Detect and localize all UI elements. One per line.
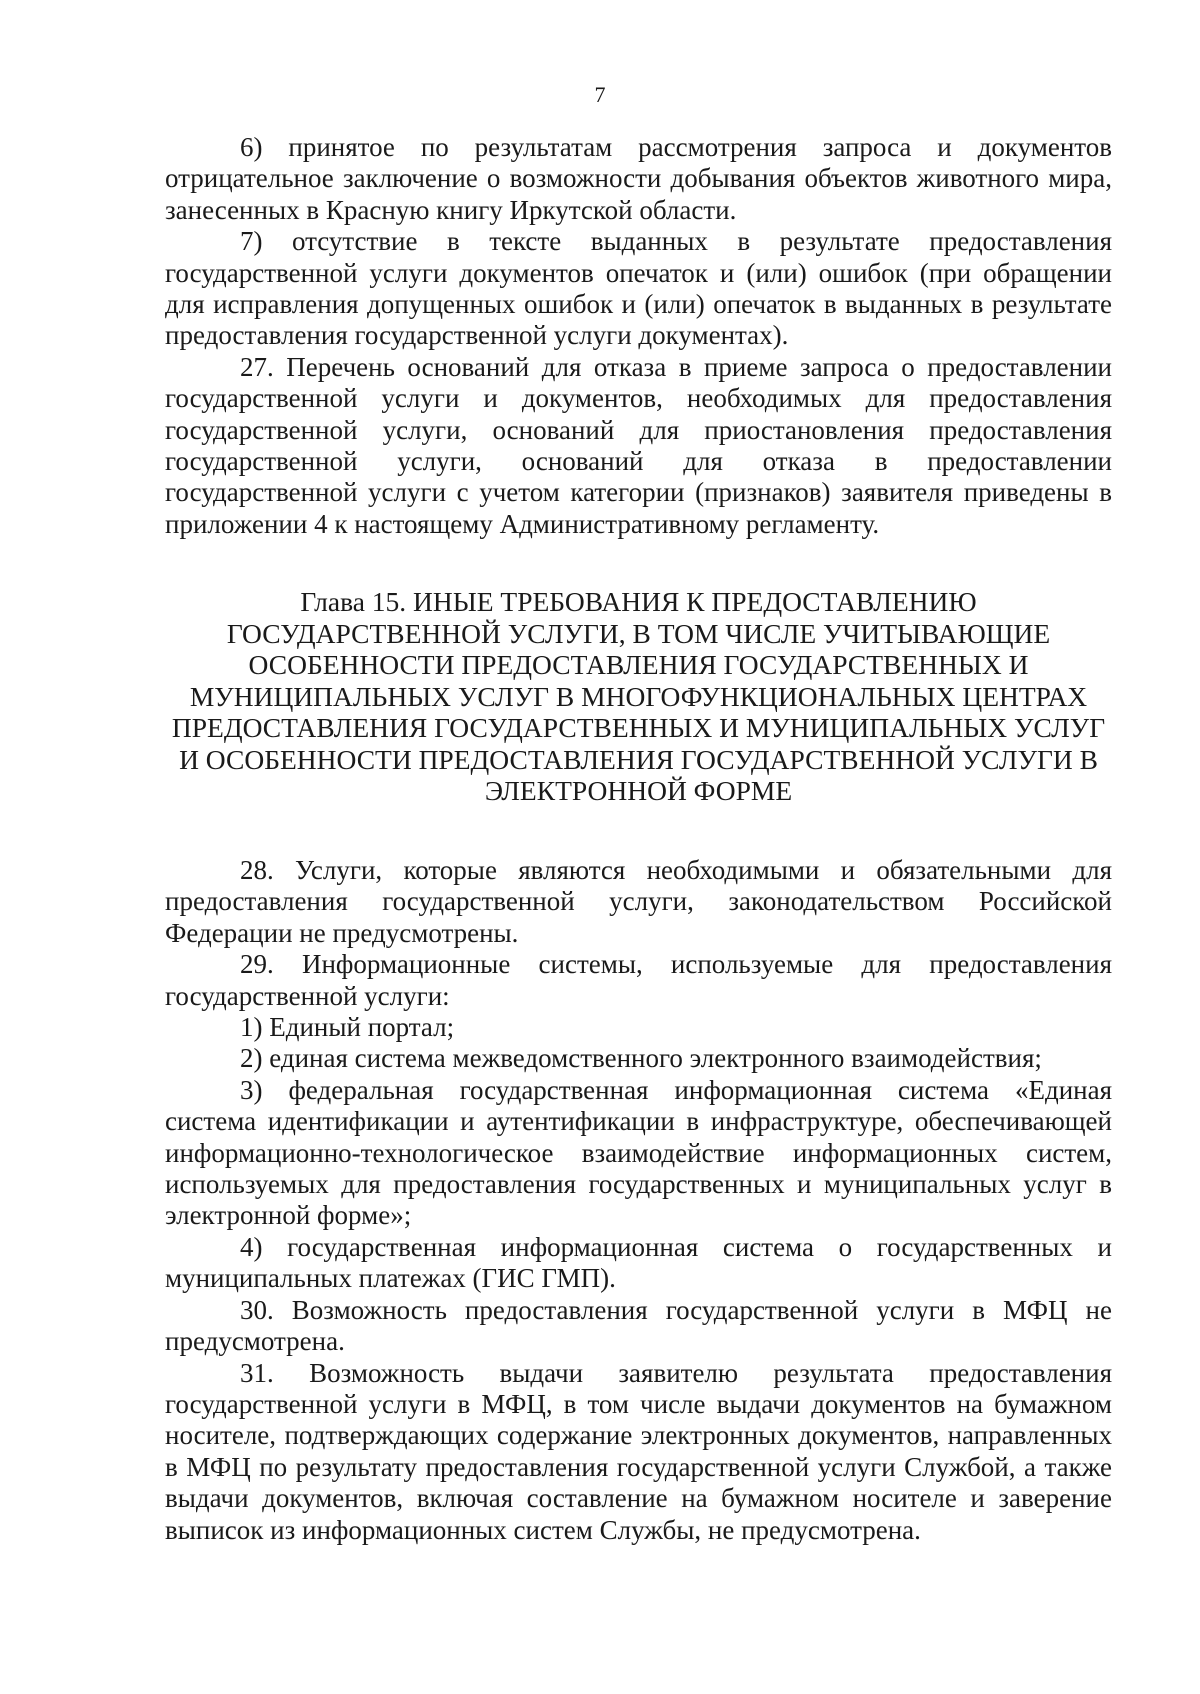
list-item-2: 2) единая система межведомственного электронного взаимодействия; [240,1043,1042,1074]
text-block-top [165,132,1112,540]
paragraph-31: 31. Возможность выдачи заявителю результата предоставления государственной услуги в МФЦ, в том числе выдачи документов на бумажном носителе, подтверждающих содержание электронных документов, направленных в МФЦ по результату предоставления государственной услуги Службой, а также выдачи документов, включая составление на бумажном носителе и заверение выписок из информационных систем Службы, не предусмотрена. [165,1357,1112,1545]
paragraph-30: 30. Возможность предоставления государственной услуги в МФЦ не предусмотрена. [165,1294,1112,1357]
page-number: 7 [594,82,606,107]
paragraph-29: 29. Информационные системы, используемые для предоставления государственной услуги: [165,949,1112,1011]
paragraph-28: 28. Услуги, которые являются необходимыми и обязательными для предоставления государственной услуги, законодательством Российской Федерации не предусмотрены. [165,855,1112,948]
text-block-bottom [165,855,1112,1546]
list-item-4: 4) государственная информационная система о государственных и муниципальных платежах (ГИС ГМП). [165,1231,1112,1294]
chapter-heading: Глава 15. ИНЫЕ ТРЕБОВАНИЯ К ПРЕДОСТАВЛЕНИЮ ГОСУДАРСТВЕННОЙ УСЛУГИ, В ТОМ ЧИСЛЕ УЧИТЫВАЮЩИЕ ОСОБЕННОСТИ ПРЕДОСТАВЛЕНИЯ ГОСУДАРСТВЕННЫХ И МУНИЦИПАЛЬНЫХ УСЛУГ В МНОГОФУНКЦИОНАЛЬНЫХ ЦЕНТРАХ ПРЕДОСТАВЛЕНИЯ ГОСУДАРСТВЕННЫХ И МУНИЦИПАЛЬНЫХ УСЛУГ И ОСОБЕННОСТИ ПРЕДОСТАВЛЕНИЯ ГОСУДАРСТВЕННОЙ УСЛУГИ В ЭЛЕКТРОННОЙ ФОРМЕ [171,586,1106,806]
paragraph-27: 27. Перечень оснований для отказа в приеме запроса о предоставлении государственной услуги и документов, необходимых для предоставления государственной услуги, оснований для приостановления предоставления государственной услуги, оснований для отказа в предоставлении государственной услуги с учетом категории (признаков) заявителя приведены в приложении 4 к настоящему Административному регламенту. [165,351,1112,539]
paragraph-item-6: 6) принятое по результатам рассмотрения запроса и документов отрицательное заключение о возможности добывания объектов животного мира, занесенных в Красную книгу Иркутской области. [165,132,1112,225]
paragraph-item-7: 7) отсутствие в тексте выданных в результате предоставления государственной услуги документов опечаток и (или) ошибок (при обращении для исправления допущенных ошибок и (или) опечаток в выданных в результате предоставления государственной услуги документах). [165,226,1112,351]
list-item-1: 1) Единый портал; [240,1012,455,1043]
list-item-3: 3) федеральная государственная информационная система «Единая система идентификации и аутентификации в инфраструктуре, обеспечивающей информационно-технологическое взаимодействие информационных систем, используемых для предоставления государственных и муниципальных услуг в электронной форме»; [165,1074,1112,1231]
